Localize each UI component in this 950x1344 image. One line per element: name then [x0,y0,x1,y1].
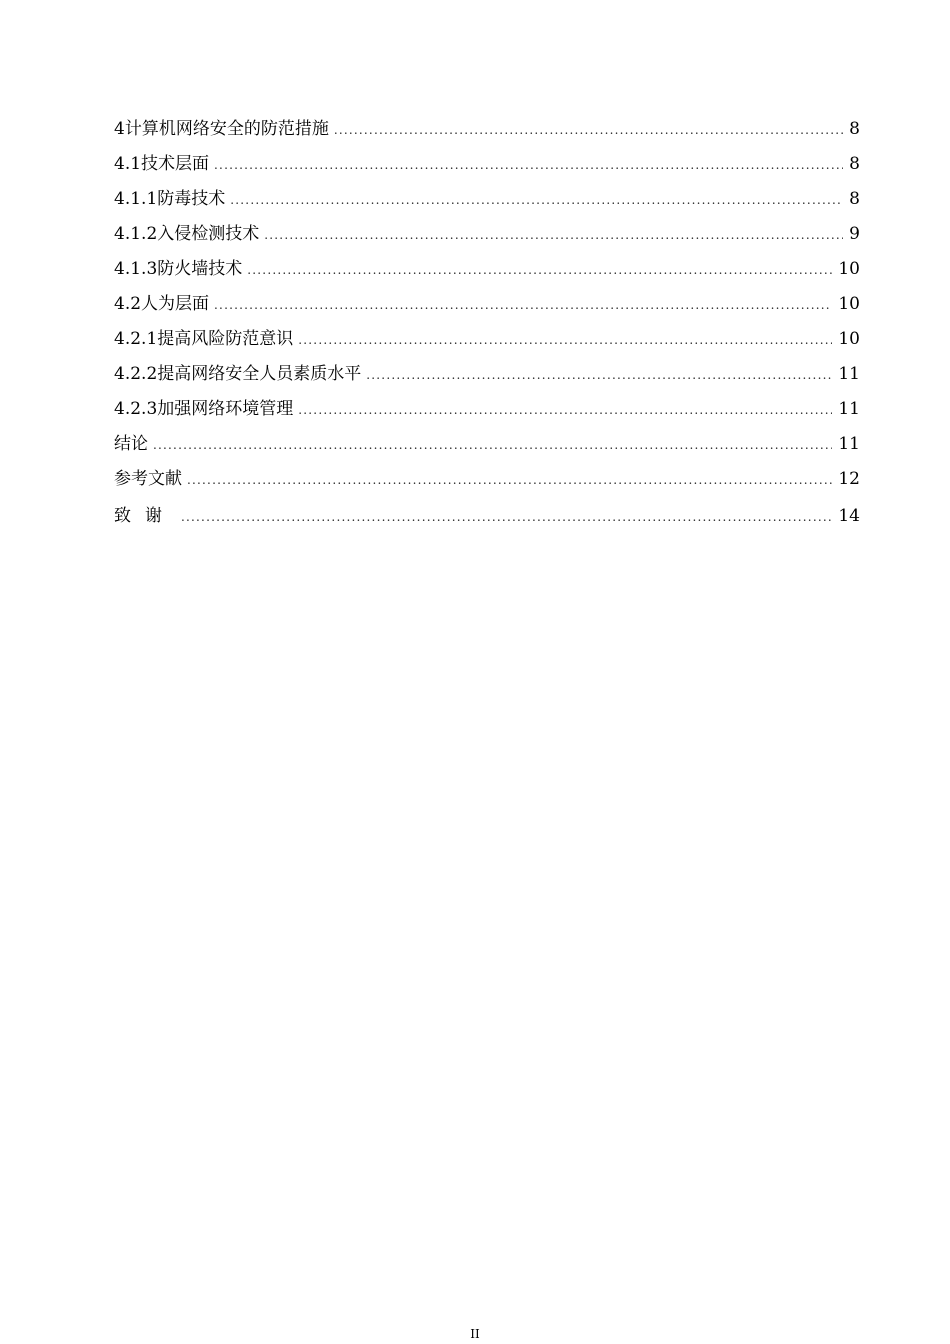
toc-entry-4-1-2[interactable] [114,217,860,252]
toc-entry-number: 4.2 [114,294,142,314]
toc-entry-title: 防火墙技术 [157,259,243,279]
toc-entry-references[interactable] [114,462,860,497]
toc-entry-title: 计算机网络安全的防范措施 [124,119,329,139]
toc-entry-title: 防毒技术 [157,189,226,209]
toc-entry-number: 4.1.3 [114,259,158,279]
dot-leader [298,323,832,358]
toc-entry-title: 提高风险防范意识 [157,329,294,349]
toc-entry-number: 4.1.2 [114,224,158,244]
toc-entry-page: 8 [849,189,860,209]
dot-leader [214,288,832,323]
toc-entry-title: 结论 [114,434,148,454]
toc-entry-page: 14 [838,506,860,526]
toc-entry-page: 11 [838,364,860,384]
toc-entry-number: 4.2.1 [114,329,158,349]
dot-leader [298,393,832,428]
toc-entry-page: 12 [838,469,860,489]
toc-entry-page: 11 [838,434,860,454]
toc-entry-page: 10 [838,329,860,349]
toc-entry-number: 4 [114,119,125,139]
table-of-contents [114,112,860,534]
toc-entry-title: 入侵检测技术 [157,224,260,244]
toc-entry-acknowledgements[interactable] [114,499,860,534]
page-number: II [470,1327,480,1341]
toc-entry-4[interactable] [114,112,860,147]
toc-entry-title: 加强网络环境管理 [157,399,294,419]
toc-entry-4-2-1[interactable] [114,322,860,357]
toc-entry-4-2-3[interactable] [114,392,860,427]
toc-entry-number: 4.1.1 [114,189,158,209]
toc-entry-title: 技术层面 [141,154,210,174]
toc-entry-4-1-1[interactable] [114,182,860,217]
toc-entry-title: 提高网络安全人员素质水平 [157,364,362,384]
toc-entry-title: 参考文献 [114,469,182,489]
toc-entry-4-1-3[interactable] [114,252,860,287]
toc-entry-page: 9 [849,224,860,244]
dot-leader [264,218,843,253]
dot-leader [334,113,843,148]
toc-entry-page: 11 [838,399,860,419]
toc-entry-number: 4.2.3 [114,399,158,419]
toc-entry-page: 10 [838,259,860,279]
toc-entry-4-2[interactable] [114,287,860,322]
dot-leader [181,500,832,535]
toc-entry-page: 8 [849,154,860,174]
dot-leader [214,148,843,183]
dot-leader [366,358,832,393]
dot-leader [247,253,832,288]
toc-entry-4-1[interactable] [114,147,860,182]
toc-entry-page: 8 [849,119,860,139]
dot-leader [153,428,832,463]
toc-entry-conclusion[interactable] [114,427,860,462]
toc-entry-number: 4.2.2 [114,364,158,384]
toc-entry-title: 致谢 [114,506,176,526]
dot-leader [230,183,843,218]
toc-entry-4-2-2[interactable] [114,357,860,392]
toc-entry-title: 人为层面 [141,294,210,314]
dot-leader [187,463,832,498]
toc-entry-page: 10 [838,294,860,314]
toc-entry-number: 4.1 [114,154,142,174]
